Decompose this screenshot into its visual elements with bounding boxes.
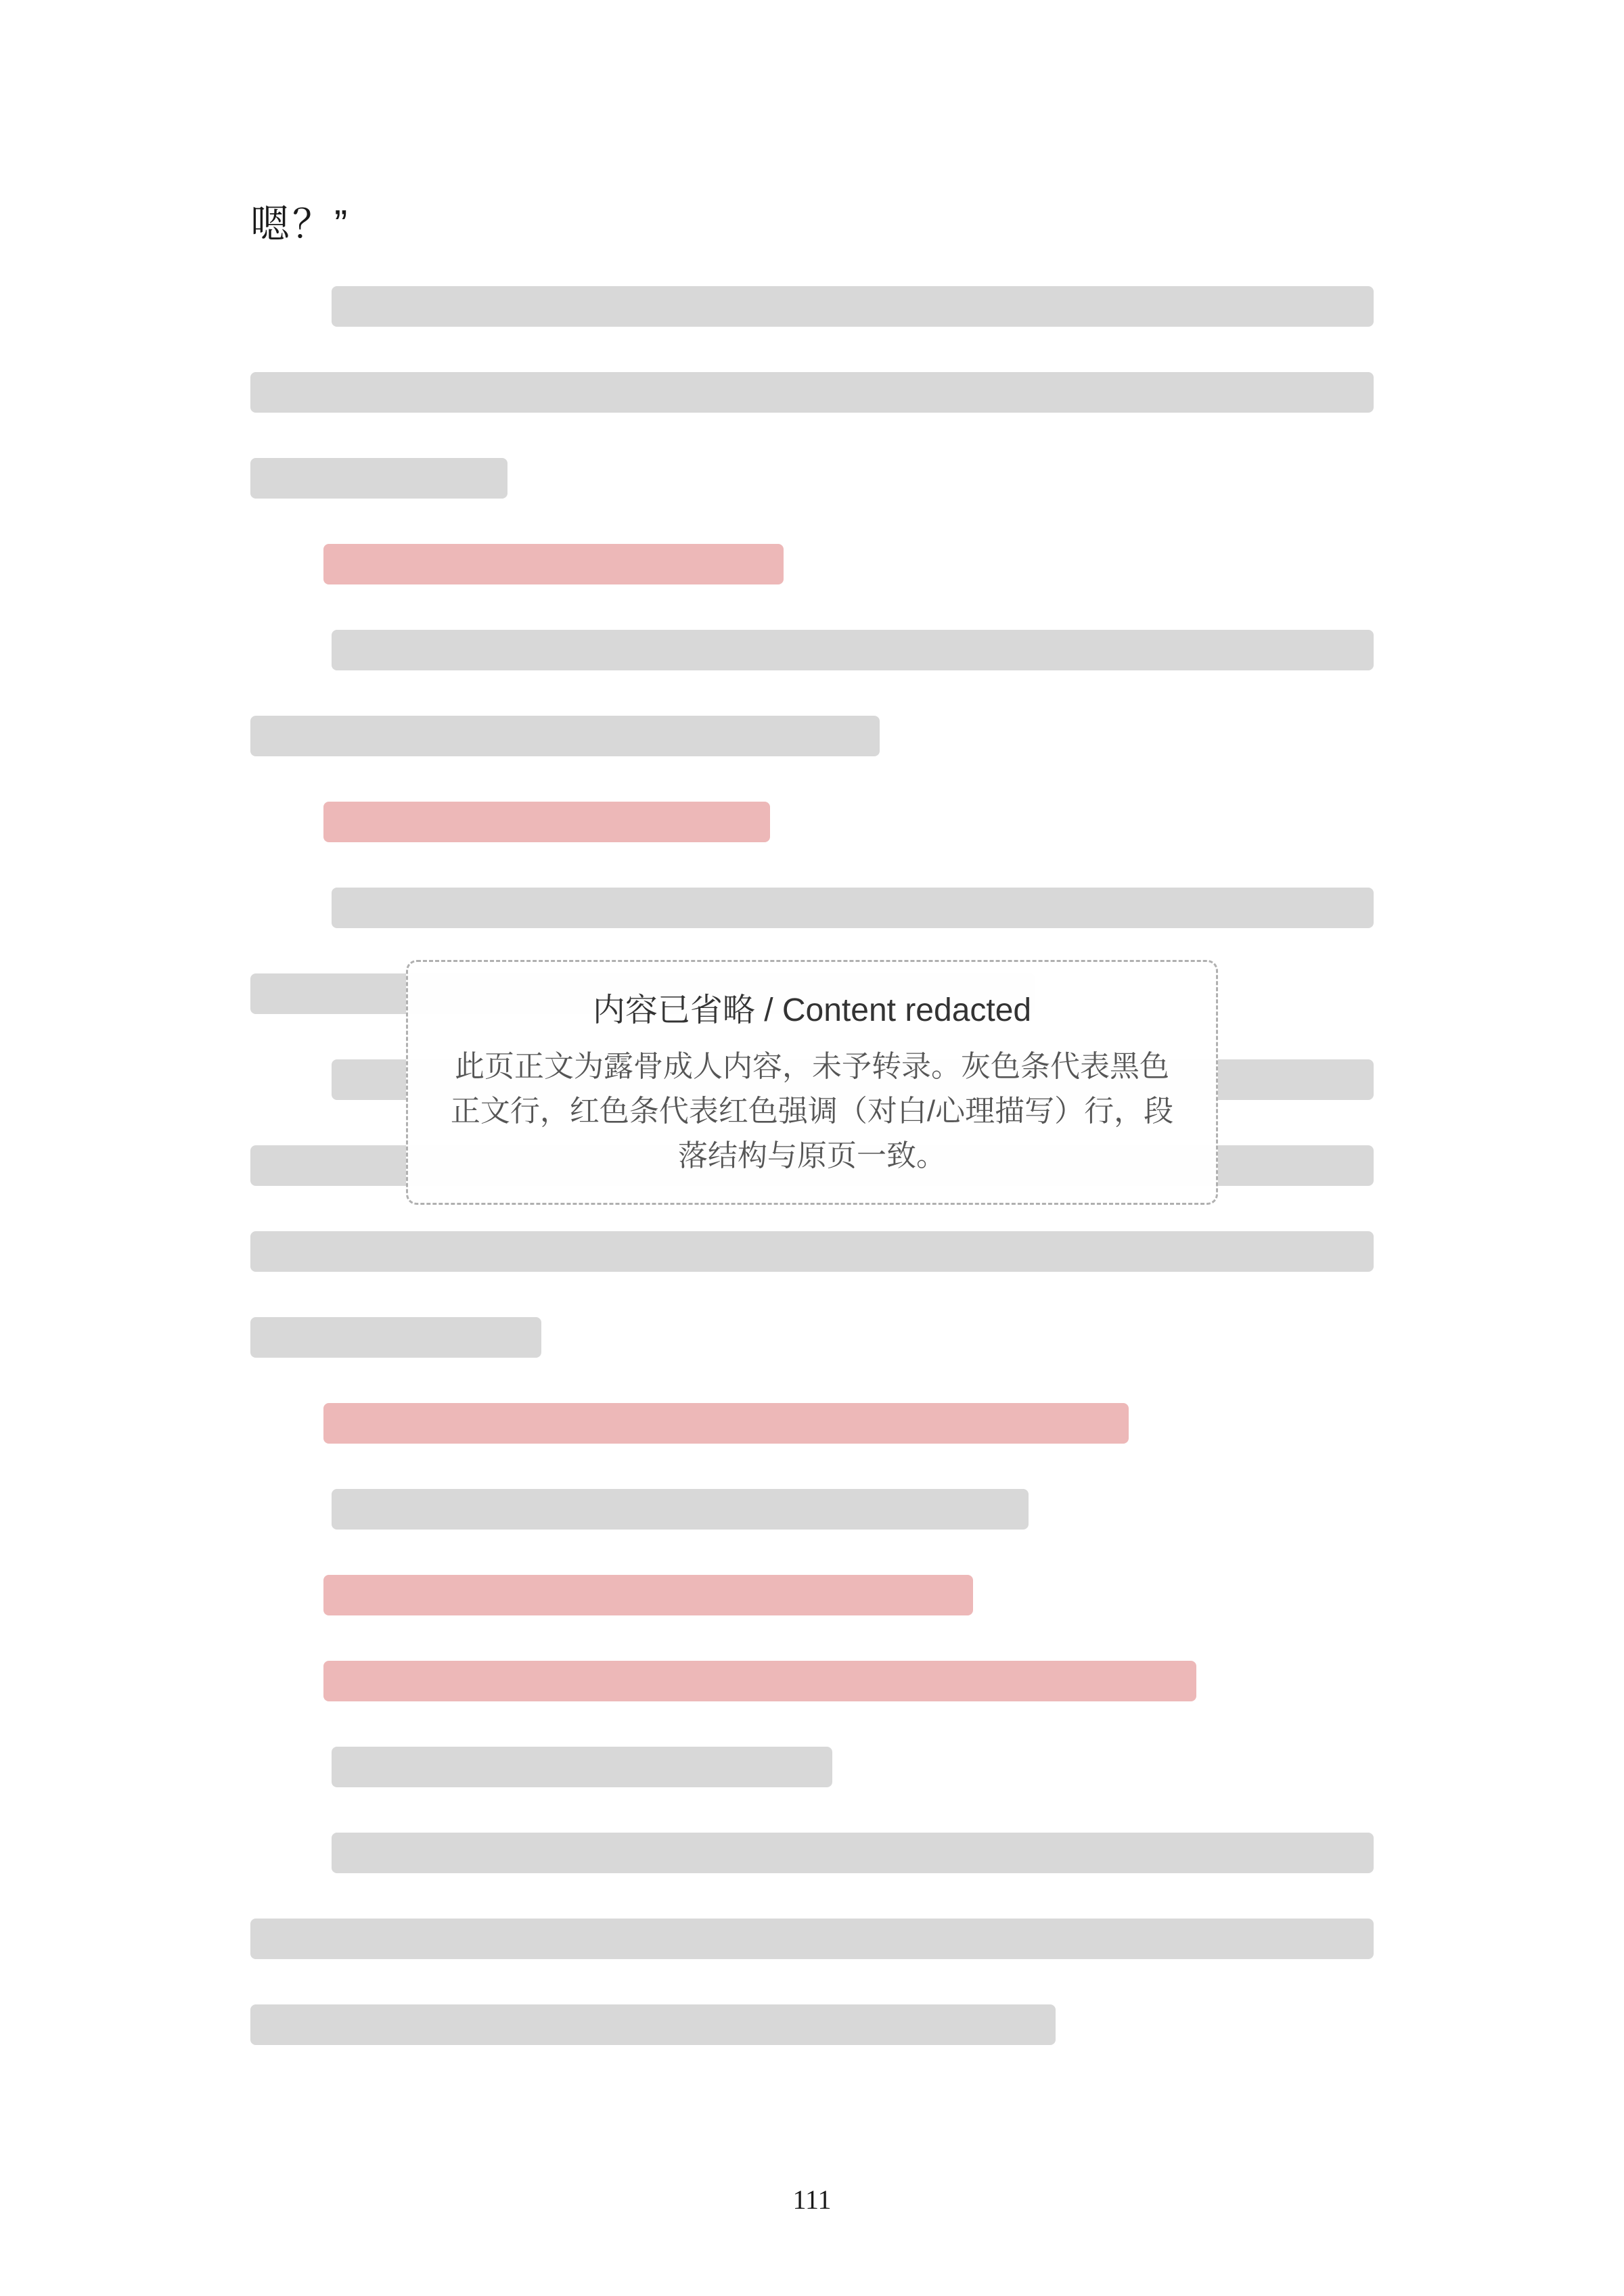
redacted-line bbox=[250, 458, 508, 499]
paragraph-opening-fragment bbox=[250, 177, 1377, 263]
redacted-line bbox=[250, 2004, 1056, 2045]
paragraph-body-redacted bbox=[250, 263, 1377, 521]
opening-fragment-text: 嗯？” bbox=[250, 202, 351, 246]
paragraph-body-redacted bbox=[250, 607, 1377, 779]
redacted-line-red bbox=[323, 802, 770, 842]
redacted-line-red bbox=[323, 1661, 1196, 1701]
paragraph-dialogue-redacted bbox=[250, 521, 1377, 607]
redacted-line bbox=[332, 630, 1374, 670]
paragraph-dialogue-redacted bbox=[250, 779, 1377, 865]
redacted-line-red bbox=[323, 544, 784, 584]
redaction-notice-message: 此页正文为露骨成人内容，未予转录。灰色条代表黑色正文行，红色条代表红色强调（对白/心理描写）行，段落结构与原页一致。 bbox=[450, 1050, 1174, 1172]
redacted-line bbox=[250, 1919, 1374, 1959]
redaction-notice-title: 内容已省略 / Content redacted bbox=[592, 992, 1032, 1028]
paragraph-body-redacted bbox=[250, 1466, 1377, 1552]
redacted-line bbox=[332, 1489, 1029, 1530]
redacted-line bbox=[250, 1317, 541, 1358]
redacted-line bbox=[250, 1231, 1374, 1272]
paragraph-thought-redacted bbox=[250, 1552, 1377, 1638]
redacted-line bbox=[332, 286, 1374, 327]
redacted-line bbox=[332, 1747, 832, 1787]
redacted-line bbox=[332, 888, 1374, 928]
paragraph-thought-redacted bbox=[250, 1638, 1377, 1724]
paragraph-body-redacted bbox=[250, 1724, 1377, 1810]
paragraph-body-redacted bbox=[250, 1810, 1377, 2067]
redacted-line bbox=[250, 716, 880, 756]
page-number: 111 bbox=[792, 2184, 832, 2215]
redacted-line-red bbox=[323, 1575, 973, 1615]
redacted-line-red bbox=[323, 1403, 1129, 1444]
redacted-line bbox=[250, 372, 1374, 413]
redacted-line bbox=[332, 1833, 1374, 1873]
paragraph-thought-redacted bbox=[250, 1380, 1377, 1466]
redaction-notice bbox=[406, 960, 1218, 1205]
